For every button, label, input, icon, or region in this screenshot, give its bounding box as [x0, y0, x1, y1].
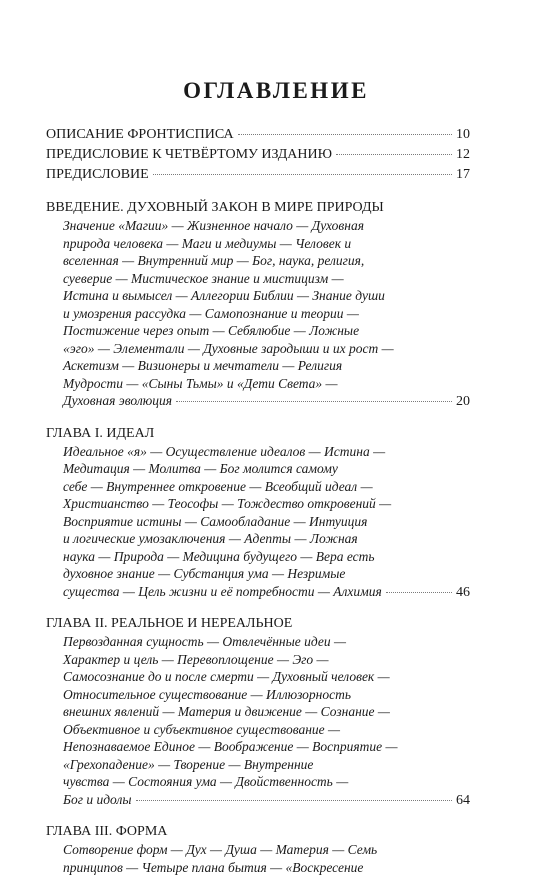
description-line: Характер и цель — Перевоплощение — Эго —: [63, 651, 470, 669]
description-last-line: [63, 791, 470, 810]
description-last-line: [63, 392, 470, 411]
description-line: Мудрости — «Сыны Тьмы» и «Дети Света» —: [63, 375, 470, 393]
chapter-description: [46, 633, 470, 809]
description-line: Самосознание до и после смерти — Духовный человек —: [63, 668, 470, 686]
description-line: наука — Природа — Медицина будущего — Вера есть: [63, 548, 470, 566]
toc-page-number: 10: [456, 125, 470, 145]
toc-page-number: 17: [456, 165, 470, 185]
description-line: природа человека — Маги и медиумы — Человек и: [63, 235, 470, 253]
toc-chapter-1[interactable]: [46, 424, 470, 602]
dot-leader: [153, 174, 452, 175]
description-line: «Грехопадение» — Творение — Внутренние: [63, 756, 470, 774]
toc-entry-label: ОПИСАНИЕ ФРОНТИСПИСА: [46, 125, 234, 145]
toc-entry-label: ПРЕДИСЛОВИЕ: [46, 165, 149, 185]
dot-leader: [136, 800, 452, 801]
description-line: существа — Цель жизни и её потребности — Алхимия: [63, 583, 382, 601]
toc-entry-label: ПРЕДИСЛОВИЕ К ЧЕТВЁРТОМУ ИЗДАНИЮ: [46, 145, 332, 165]
description-line: Постижение через опыт — Себялюбие — Ложные: [63, 322, 470, 340]
toc-chapter-3[interactable]: [46, 822, 470, 876]
toc-page-number: 64: [456, 792, 470, 810]
chapter-title: ВВЕДЕНИЕ. ДУХОВНЫЙ ЗАКОН В МИРЕ ПРИРОДЫ: [46, 198, 470, 217]
toc-chapter-introduction[interactable]: [46, 198, 470, 411]
table-of-contents: [46, 125, 470, 876]
dot-leader: [176, 401, 452, 402]
toc-entry-frontispiece[interactable]: [46, 125, 470, 145]
description-line: Христианство — Теософы — Тождество откровений —: [63, 495, 470, 513]
toc-page-number: 46: [456, 584, 470, 602]
toc-chapter-2[interactable]: [46, 614, 470, 809]
description-line: чувства — Состояния ума — Двойственность —: [63, 773, 470, 791]
front-matter-list: [46, 125, 470, 185]
description-line: Идеальное «я» — Осуществление идеалов — Истина —: [63, 443, 470, 461]
description-line: Сотворение форм — Дух — Душа — Материя — Семь: [63, 841, 470, 859]
description-line: Объективное и субъективное существование —: [63, 721, 470, 739]
description-line: Бог и идолы: [63, 791, 132, 809]
description-line: Первозданная сущность — Отвлечённые идеи —: [63, 633, 470, 651]
chapter-description: [46, 217, 470, 411]
description-line: Медитация — Молитва — Бог молится самому: [63, 460, 470, 478]
toc-entry-preface-fourth-edition[interactable]: [46, 145, 470, 165]
description-line: Духовная эволюция: [63, 392, 172, 410]
description-line: Восприятие истины — Самообладание — Интуиция: [63, 513, 470, 531]
toc-page-number: 20: [456, 393, 470, 411]
description-line: Непознаваемое Единое — Воображение — Восприятие —: [63, 738, 470, 756]
description-line: суеверие — Мистическое знание и мистицизм —: [63, 270, 470, 288]
page-title: ОГЛАВЛЕНИЕ: [0, 76, 552, 106]
description-line: вселенная — Внутренний мир — Бог, наука, религия,: [63, 252, 470, 270]
description-line: внешних явлений — Материя и движение — Сознание —: [63, 703, 470, 721]
chapter-title: ГЛАВА III. ФОРМА: [46, 822, 470, 841]
description-line: себе — Внутреннее откровение — Всеобщий идеал —: [63, 478, 470, 496]
dot-leader: [336, 154, 452, 155]
chapter-description: [46, 841, 470, 876]
description-last-line: [63, 583, 470, 602]
description-line: Аскетизм — Визионеры и мечтатели — Религия: [63, 357, 470, 375]
description-line: Истина и вымысел — Аллегории Библии — Знание души: [63, 287, 470, 305]
description-line: «эго» — Элементали — Духовные зародыши и их рост —: [63, 340, 470, 358]
chapter-title: ГЛАВА II. РЕАЛЬНОЕ И НЕРЕАЛЬНОЕ: [46, 614, 470, 633]
description-line: и логические умозаключения — Адепты — Ложная: [63, 530, 470, 548]
toc-entry-preface[interactable]: [46, 165, 470, 185]
dot-leader: [238, 134, 452, 135]
dot-leader: [386, 592, 452, 593]
description-line: Относительное существование — Иллюзорность: [63, 686, 470, 704]
description-line: духовное знание — Субстанция ума — Незримые: [63, 565, 470, 583]
chapter-title: ГЛАВА I. ИДЕАЛ: [46, 424, 470, 443]
description-line: Значение «Магии» — Жизненное начало — Духовная: [63, 217, 470, 235]
toc-page-number: 12: [456, 145, 470, 165]
description-line: принципов — Четыре плана бытия — «Воскресение: [63, 859, 470, 876]
description-line: и умозрения рассудка — Самопознание и теории —: [63, 305, 470, 323]
chapter-description: [46, 443, 470, 602]
